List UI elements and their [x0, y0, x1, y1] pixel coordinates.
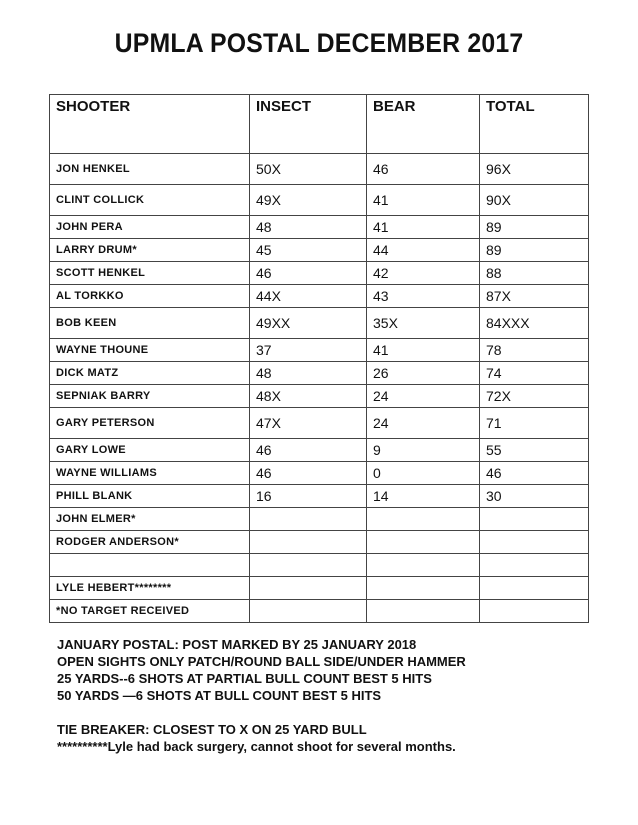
total-score-cell: 55 — [480, 439, 589, 462]
table-row — [50, 285, 589, 308]
note-tie-breaker: TIE BREAKER: CLOSEST TO X ON 25 YARD BULL — [57, 722, 367, 737]
insect-score-cell — [250, 554, 367, 577]
total-score-cell — [480, 554, 589, 577]
bear-score-cell: 35X — [367, 308, 480, 339]
table-row — [50, 154, 589, 185]
shooter-name-cell: WAYNE THOUNE — [50, 339, 250, 362]
total-score-cell: 89 — [480, 239, 589, 262]
results-body — [50, 154, 589, 623]
bear-score-cell: 43 — [367, 285, 480, 308]
shooter-name-cell: JOHN ELMER* — [50, 508, 250, 531]
insect-score-cell: 48X — [250, 385, 367, 408]
shooter-name-cell: CLINT COLLICK — [50, 185, 250, 216]
insect-score-cell — [250, 531, 367, 554]
total-score-cell: 89 — [480, 216, 589, 239]
note-50-yards: 50 YARDS —6 SHOTS AT BULL COUNT BEST 5 HITS — [57, 688, 382, 703]
shooter-name-cell: LARRY DRUM* — [50, 239, 250, 262]
table-row — [50, 577, 589, 600]
shooter-name-cell: RODGER ANDERSON* — [50, 531, 250, 554]
bear-score-cell: 0 — [367, 462, 480, 485]
total-score-cell — [480, 508, 589, 531]
bear-score-cell: 41 — [367, 216, 480, 239]
table-row — [50, 408, 589, 439]
table-row — [50, 362, 589, 385]
shooter-name-cell: SEPNIAK BARRY — [50, 385, 250, 408]
total-score-cell: 87X — [480, 285, 589, 308]
insect-score-cell: 45 — [250, 239, 367, 262]
insect-score-cell: 37 — [250, 339, 367, 362]
total-score-cell: 72X — [480, 385, 589, 408]
bear-score-cell: 44 — [367, 239, 480, 262]
table-row — [50, 385, 589, 408]
table-row — [50, 216, 589, 239]
page-title: UPMLA POSTAL DECEMBER 2017 — [114, 28, 524, 58]
bear-score-cell: 41 — [367, 185, 480, 216]
bear-score-cell — [367, 554, 480, 577]
insect-score-cell: 46 — [250, 439, 367, 462]
note-sights: OPEN SIGHTS ONLY PATCH/ROUND BALL SIDE/UNDER HAMMER — [57, 654, 466, 669]
bear-score-cell — [367, 531, 480, 554]
insect-score-cell: 44X — [250, 285, 367, 308]
insect-score-cell: 48 — [250, 216, 367, 239]
table-row — [50, 262, 589, 285]
total-score-cell — [480, 577, 589, 600]
bear-score-cell: 14 — [367, 485, 480, 508]
total-score-cell — [480, 531, 589, 554]
total-score-cell — [480, 600, 589, 623]
bear-score-cell — [367, 577, 480, 600]
shooter-name-cell: DICK MATZ — [50, 362, 250, 385]
total-score-cell: 78 — [480, 339, 589, 362]
bear-score-cell — [367, 508, 480, 531]
table-row — [50, 239, 589, 262]
total-score-cell: 88 — [480, 262, 589, 285]
insect-score-cell: 47X — [250, 408, 367, 439]
insect-score-cell: 16 — [250, 485, 367, 508]
total-score-cell: 71 — [480, 408, 589, 439]
shooter-name-cell: LYLE HEBERT******** — [50, 577, 250, 600]
total-score-cell: 84XXX — [480, 308, 589, 339]
shooter-name-cell: SCOTT HENKEL — [50, 262, 250, 285]
bear-score-cell — [367, 600, 480, 623]
table-row — [50, 508, 589, 531]
results-table — [49, 94, 589, 623]
total-score-cell: 46 — [480, 462, 589, 485]
note-25-yards: 25 YARDS--6 SHOTS AT PARTIAL BULL COUNT BEST 5 HITS — [57, 671, 432, 686]
table-row — [50, 554, 589, 577]
insect-score-cell: 50X — [250, 154, 367, 185]
note-spacer — [57, 704, 617, 721]
table-row — [50, 531, 589, 554]
bear-score-cell: 24 — [367, 408, 480, 439]
shooter-name-cell: PHILL BLANK — [50, 485, 250, 508]
table-row — [50, 185, 589, 216]
insect-score-cell — [250, 577, 367, 600]
table-header-row — [50, 95, 589, 154]
shooter-name-cell: GARY PETERSON — [50, 408, 250, 439]
table-row — [50, 485, 589, 508]
header-shooter: SHOOTER — [50, 95, 250, 154]
bear-score-cell: 9 — [367, 439, 480, 462]
shooter-name-cell: JOHN PERA — [50, 216, 250, 239]
shooter-name-cell: JON HENKEL — [50, 154, 250, 185]
table-row — [50, 339, 589, 362]
insect-score-cell — [250, 508, 367, 531]
note-january-postal: JANUARY POSTAL: POST MARKED BY 25 JANUARY 2018 — [57, 637, 417, 652]
shooter-name-cell — [50, 554, 250, 577]
bear-score-cell: 42 — [367, 262, 480, 285]
shooter-name-cell: *NO TARGET RECEIVED — [50, 600, 250, 623]
shooter-name-cell: WAYNE WILLIAMS — [50, 462, 250, 485]
insect-score-cell — [250, 600, 367, 623]
bear-score-cell: 24 — [367, 385, 480, 408]
total-score-cell: 90X — [480, 185, 589, 216]
header-total: TOTAL — [480, 95, 589, 154]
total-score-cell: 74 — [480, 362, 589, 385]
shooter-name-cell: AL TORKKO — [50, 285, 250, 308]
total-score-cell: 96X — [480, 154, 589, 185]
bear-score-cell: 26 — [367, 362, 480, 385]
table-row — [50, 308, 589, 339]
note-lyle: **********Lyle had back surgery, cannot shoot for several months. — [57, 739, 456, 754]
notes-section — [57, 636, 617, 755]
insect-score-cell: 48 — [250, 362, 367, 385]
shooter-name-cell: GARY LOWE — [50, 439, 250, 462]
bear-score-cell: 46 — [367, 154, 480, 185]
shooter-name-cell: BOB KEEN — [50, 308, 250, 339]
table-row — [50, 439, 589, 462]
table-row — [50, 600, 589, 623]
header-bear: BEAR — [367, 95, 480, 154]
insect-score-cell: 46 — [250, 462, 367, 485]
insect-score-cell: 49X — [250, 185, 367, 216]
bear-score-cell: 41 — [367, 339, 480, 362]
insect-score-cell: 46 — [250, 262, 367, 285]
insect-score-cell: 49XX — [250, 308, 367, 339]
table-row — [50, 462, 589, 485]
header-insect: INSECT — [250, 95, 367, 154]
total-score-cell: 30 — [480, 485, 589, 508]
